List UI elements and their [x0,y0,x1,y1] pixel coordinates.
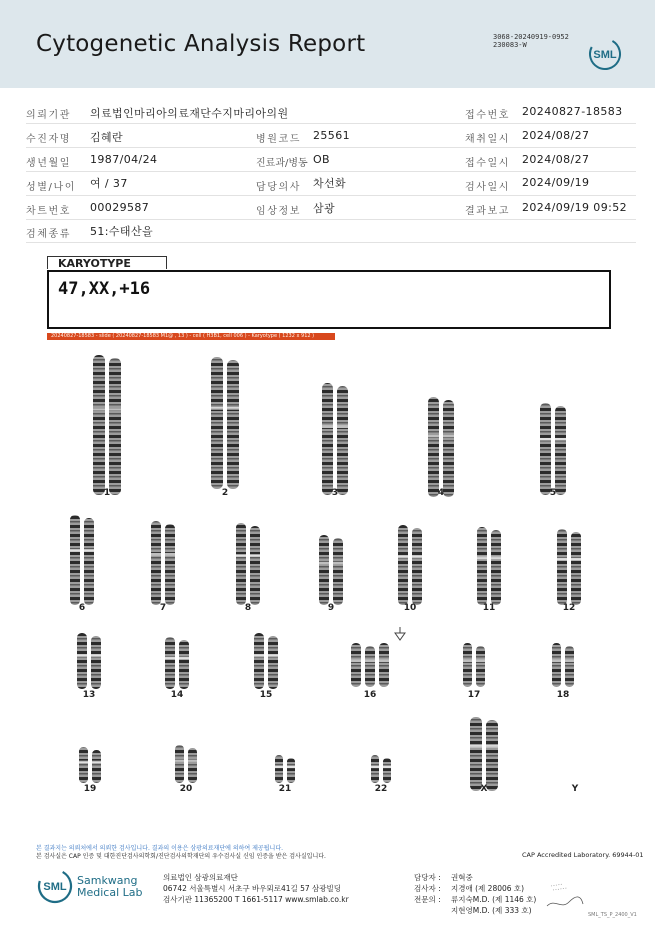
chromosome-label-18: 18 [556,690,570,700]
report-date-value: 2024/09/19 09:52 [522,201,627,214]
centromere-mark [571,558,582,561]
sml-logo [588,37,622,71]
notice-line-2: 본 검사실은 CAP 인증 및 대한진단검사의학회/진단검사의학재단의 우수검사실 신임 인증을 받은 검사실입니다. [36,853,326,860]
chromosome-label-19: 19 [83,784,97,794]
reference-code-sub: 230083-W [493,41,527,49]
chromosome-X-copy-1 [470,717,482,791]
centromere-mark [337,426,349,429]
chromosome-4-copy-2 [443,400,454,497]
centromere-mark [443,435,455,438]
centromere-mark [165,657,176,660]
centromere-mark [470,745,483,748]
hospital-code-label: 병원코드 [256,134,302,145]
doctor-label: 담당의사 [256,182,302,193]
centromere-mark [565,660,575,663]
centromere-mark [93,408,106,411]
chromosome-label-6: 6 [78,603,86,613]
reference-code: 3068-20240919-0952 [493,33,569,41]
centromere-mark [412,555,423,558]
chromosome-19-copy-2 [92,750,101,783]
centromere-mark [179,657,190,660]
staff-name-2: 지경애 (제 28006 호) [451,884,525,893]
receipt-no-label: 접수번호 [465,110,511,121]
centromere-mark [555,438,567,441]
centromere-mark [188,759,198,762]
chart-no-value: 00029587 [90,201,150,214]
patient-name-label: 수진자명 [26,134,72,145]
karyotype-tab: KARYOTYPE [47,256,167,269]
centromere-mark [322,426,334,429]
centromere-mark [165,553,176,556]
chromosome-label-3: 3 [331,488,339,498]
chromosome-2-copy-2 [227,360,239,489]
birth-date-value: 1987/04/24 [90,153,158,166]
collection-date-label: 채취일시 [465,134,511,145]
chromosome-9-copy-2 [333,538,343,605]
chromosome-1-copy-1 [93,355,105,495]
chromosome-label-13: 13 [82,690,96,700]
centromere-mark [491,557,502,560]
centromere-mark [486,745,499,748]
chromosome-label-2: 2 [221,488,229,498]
staff-role-3: 전문의 : [414,895,441,904]
receipt-date-label: 접수일시 [465,158,511,169]
centromere-mark [250,554,261,557]
chromosome-5-copy-1 [540,403,551,495]
specimen-value: 51:수태산을 [90,225,154,238]
chromosome-10-copy-1 [398,525,408,605]
staff-role-1: 담당자 : [414,873,441,882]
collection-date-value: 2024/08/27 [522,129,590,142]
chromosome-17-copy-2 [476,646,485,687]
staff-role-2: 검사자 : [414,884,441,893]
chromosome-17-copy-1 [463,643,472,687]
chromosome-X-copy-2 [486,720,498,791]
chromosome-18-copy-1 [552,643,561,687]
test-date-label: 검사일시 [465,182,511,193]
hospital-code-value: 25561 [313,129,350,142]
receipt-no-value: 20240827-18583 [522,105,623,118]
chromosome-13-copy-1 [77,633,87,689]
department-value: OB [313,153,331,166]
chromosome-6-copy-1 [70,515,80,605]
chromosome-18-copy-2 [565,646,574,687]
chromosome-21-copy-2 [287,758,295,783]
info-row-5 [26,196,636,220]
chromosome-10-copy-2 [412,528,422,605]
sex-age-value: 여 / 37 [90,177,128,190]
chromosome-22-copy-2 [383,758,391,783]
chromosome-8-copy-1 [236,523,246,605]
centromere-mark [70,549,81,552]
info-row-2 [26,124,636,148]
centromere-mark [227,407,240,410]
centromere-mark [428,435,440,438]
receipt-date-value: 2024/08/27 [522,153,590,166]
chromosome-8-copy-2 [250,526,260,605]
centromere-mark [371,766,380,769]
birth-date-label: 생년월일 [26,158,72,169]
samkwang-logo-icon [35,867,75,905]
chromosome-label-5: 5 [549,488,557,498]
chromosome-14-copy-2 [179,640,189,689]
centromere-mark [476,660,486,663]
chromosome-7-copy-2 [165,524,175,605]
cap-accreditation: CAP Accredited Laboratory. 69944-01 [522,851,644,859]
organization-address: 06742 서울특별시 서초구 바우뫼로41길 57 삼광빌딩 [163,884,342,893]
chromosome-label-17: 17 [467,690,481,700]
chromosome-15-copy-1 [254,633,264,689]
chromosome-label-16: 16 [363,690,377,700]
chromosome-label-1: 1 [103,488,111,498]
centromere-mark [351,660,362,663]
centromere-mark [254,654,265,657]
centromere-mark [84,549,95,552]
chromosome-label-8: 8 [244,603,252,613]
specimen-label: 검체종류 [26,229,72,240]
chromosome-20-copy-1 [175,745,184,783]
karyogram-image [0,345,655,815]
chromosome-label-21: 21 [278,784,292,794]
info-row-6 [26,219,636,243]
centromere-mark [109,408,122,411]
chromosome-label-4: 4 [437,488,445,498]
brand-name-2: Medical Lab [77,886,143,899]
chromosome-19-copy-1 [79,747,88,783]
staff-name-4: 지현영M.D. (제 333 호) [451,906,532,915]
arrow-pointer-icon [395,627,405,640]
report-date-label: 결과보고 [465,206,511,217]
chromosome-3-copy-2 [337,386,348,495]
clinical-info-value: 삼광 [313,202,336,215]
centromere-mark [77,654,88,657]
chromosome-14-copy-1 [165,637,175,689]
chromosome-12-copy-2 [571,532,581,605]
chromosome-label-14: 14 [170,690,184,700]
document-code: SML_TS_P_2400_V1 [588,912,637,918]
centromere-mark [287,766,296,769]
chromosome-label-12: 12 [562,603,576,613]
karyotype-result: 47,XX,+16 [58,279,151,299]
centromere-mark [91,654,102,657]
centromere-mark [557,558,568,561]
karyogram-caption-strip: 20240827-18583 - slide ( 20240827-18583 M1@ , 13 ) - cell ( H3B1, cell 006 ) - Karyotype ( 1232 x 912 ) [47,333,335,340]
staff-name-3: 류지숙M.D. (제 1146 호) [451,895,537,904]
institution-label: 의뢰기관 [26,110,72,121]
centromere-mark [463,660,473,663]
chromosome-11-copy-1 [477,527,487,605]
chromosome-16-copy-3 [379,643,389,687]
centromere-mark [92,761,102,764]
chromosome-4-copy-1 [428,397,439,497]
centromere-mark [319,562,330,565]
chromosome-label-11: 11 [482,603,496,613]
centromere-mark [540,438,552,441]
chromosome-5-copy-2 [555,406,566,495]
chromosome-2-copy-1 [211,357,223,489]
organization-name: 의료법인 삼광의료재단 [163,873,238,882]
chromosome-label-Y: Y [571,784,579,794]
clinical-info-label: 임상정보 [256,206,302,217]
chromosome-12-copy-1 [557,529,567,605]
chromosome-7-copy-1 [151,521,161,605]
notice-line-1: 본 결과지는 의뢰처에서 의뢰한 검사입니다. 결과의 이용은 삼광의료재단에 의하여 제공됩니다. [36,845,284,852]
chromosome-21-copy-1 [275,755,283,783]
doctor-value: 차선화 [313,177,347,190]
centromere-mark [175,759,185,762]
sex-age-label: 성별/나이 [26,182,77,193]
test-date-value: 2024/09/19 [522,176,590,189]
report-title: Cytogenetic Analysis Report [36,31,366,57]
signature-mark [545,876,585,916]
chromosome-label-20: 20 [179,784,193,794]
chromosome-label-7: 7 [159,603,167,613]
centromere-mark [379,660,390,663]
centromere-mark [477,557,488,560]
info-row-1 [26,100,636,124]
chromosome-label-15: 15 [259,690,273,700]
staff-name-1: 권혁중 [451,873,473,882]
chromosome-6-copy-2 [84,518,94,605]
centromere-mark [211,407,224,410]
chromosome-label-10: 10 [403,603,417,613]
centromere-mark [365,660,376,663]
department-label: 진료과/병동 [256,158,308,169]
sml-logo-text: SML [593,49,617,61]
chromosome-13-copy-2 [91,636,101,689]
chromosome-1-copy-2 [109,358,121,495]
centromere-mark [236,554,247,557]
info-row-4 [26,172,636,196]
info-row-3 [26,148,636,172]
chromosome-20-copy-2 [188,748,197,783]
chromosome-16-copy-1 [351,643,361,687]
chart-no-label: 차트번호 [26,206,72,217]
chromosome-11-copy-2 [491,530,501,605]
centromere-mark [151,553,162,556]
centromere-mark [383,766,392,769]
chromosome-label-X: X [480,784,488,794]
samkwang-logo-text: SML [43,881,67,893]
chromosome-9-copy-1 [319,535,329,605]
centromere-mark [398,555,409,558]
chromosome-15-copy-2 [268,636,278,689]
patient-name-value: 김혜란 [90,131,124,144]
institution-value: 의료법인마리아의료재단수지마리아의원 [90,107,289,120]
centromere-mark [333,562,344,565]
chromosome-22-copy-1 [371,755,379,783]
brand-name-1: Samkwang [77,874,138,887]
chromosome-label-22: 22 [374,784,388,794]
organization-contact: 검사기관 11365200 T 1661-5117 www.smlab.co.kr [163,895,349,904]
chromosome-16-copy-2 [365,646,375,687]
centromere-mark [552,660,562,663]
chromosome-3-copy-1 [322,383,333,495]
centromere-mark [275,766,284,769]
centromere-mark [79,761,89,764]
chromosome-label-9: 9 [327,603,335,613]
centromere-mark [268,654,279,657]
